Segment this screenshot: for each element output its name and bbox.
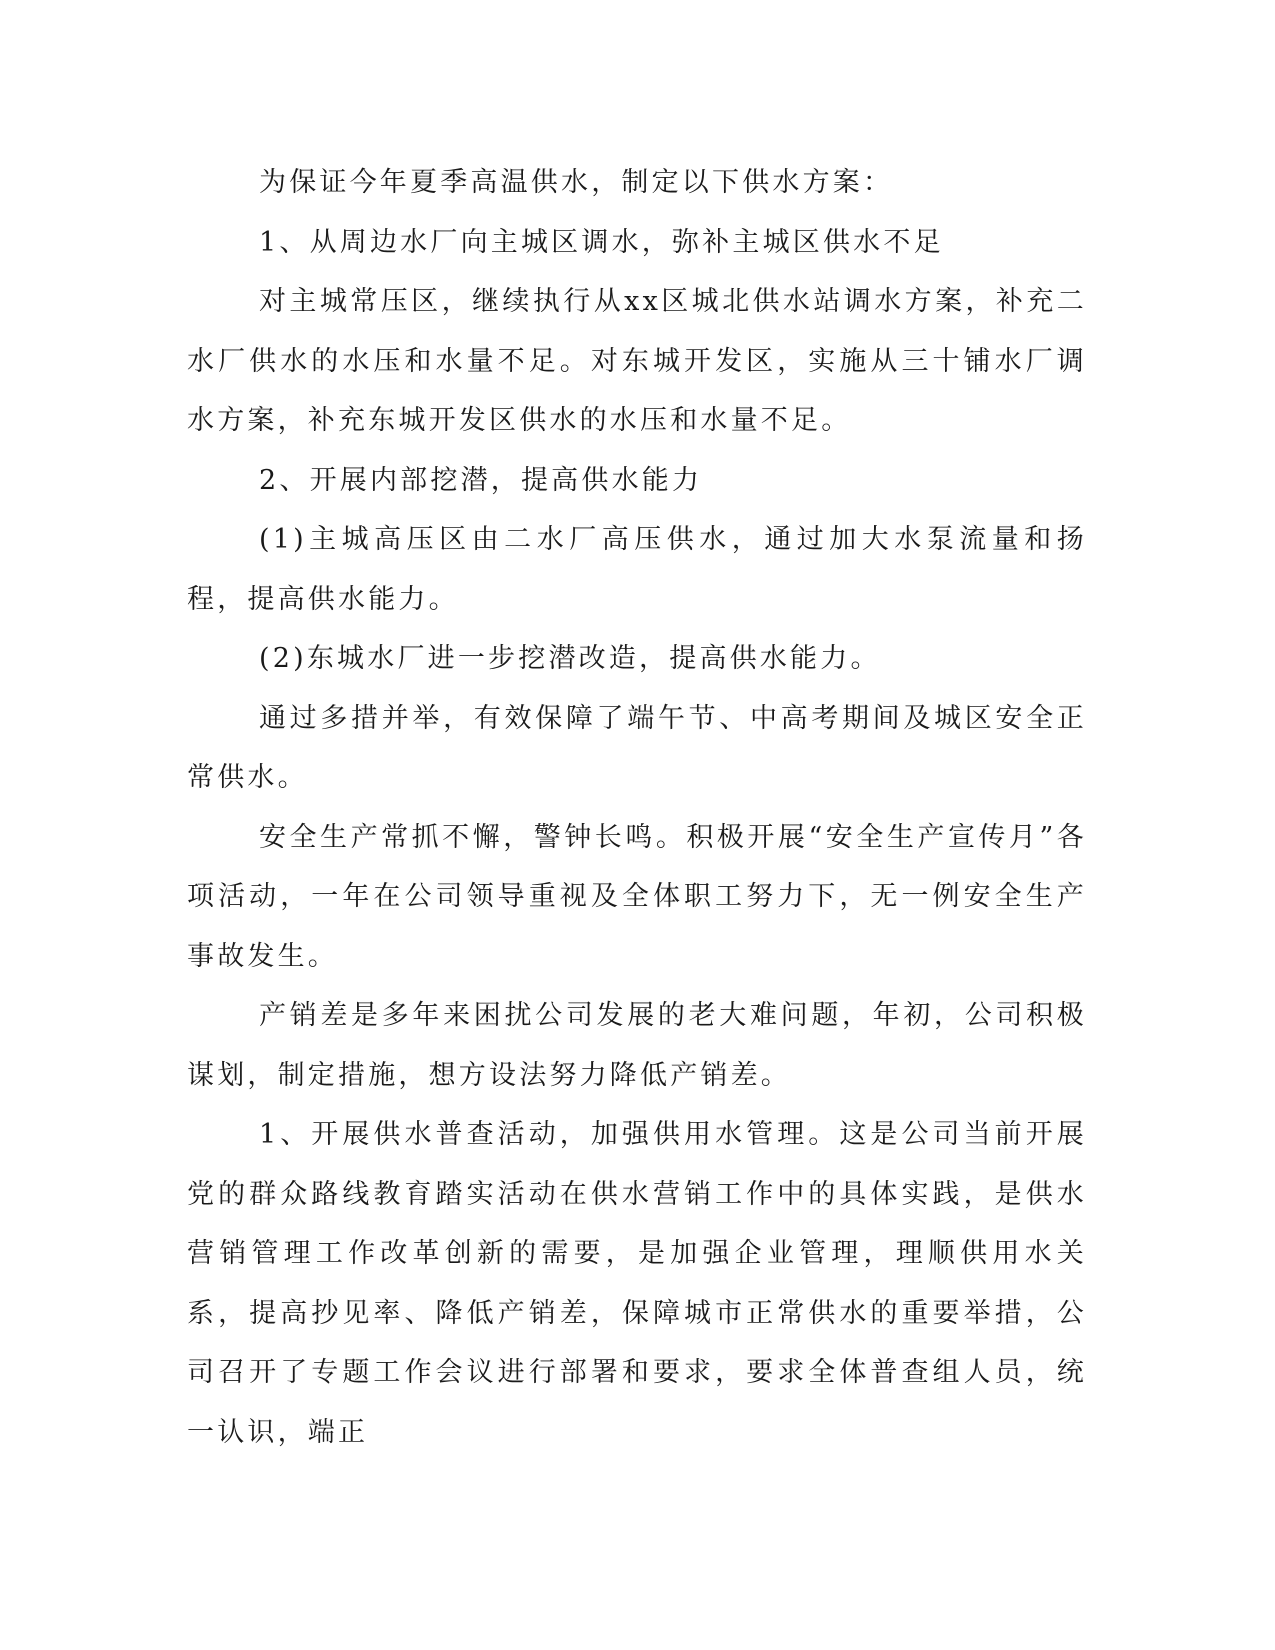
paragraph-summer-supply-plan: 为保证今年夏季高温供水，制定以下供水方案： [259, 167, 894, 198]
paragraph-supply-survey: 1、开展供水普查活动，加强供用水管理。这是公司当前开展党的群众路线教育踏实活动在供水营销工作中的具体实践，是供水营销管理工作改革创新的需要，是加强企业管理，理顺供用水关系，提高抄见率、降低产销差，保障城市正常供水的重要举措，公司召开了专题工作会议进行部署和要求，要求全体普查组人员，统一认识，端正 [187, 1119, 1087, 1448]
paragraph-east-city-plant: (2)东城水厂进一步挖潜改造，提高供水能力。 [259, 643, 881, 674]
paragraph-transfer-details: 对主城常压区，继续执行从xx区城北供水站调水方案，补充二水厂供水的水压和水量不足。对东城开发区，实施从三十铺水厂调水方案，补充东城开发区供水的水压和水量不足。 [187, 286, 1087, 436]
heading-internal-potential: 2、开展内部挖潜，提高供水能力 [259, 464, 703, 496]
paragraph-safety-production: 安全生产常抓不懈，警钟长鸣。积极开展“安全生产宣传月”各项活动，一年在公司领导重视及全体职工努力下，无一例安全生产事故发生。 [187, 821, 1087, 972]
document-body [187, 153, 1087, 1462]
heading-transfer-water: 1、从周边水厂向主城区调水，弥补主城区供水不足 [259, 226, 944, 258]
paragraph-non-revenue-water: 产销差是多年来困扰公司发展的老大难问题，年初，公司积极谋划，制定措施，想方设法努力降低产销差。 [187, 1000, 1087, 1091]
paragraph-supply-assured: 通过多措并举，有效保障了端午节、中高考期间及城区安全正常供水。 [187, 702, 1087, 793]
paragraph-high-pressure-zone: (1)主城高压区由二水厂高压供水，通过加大水泵流量和扬程，提高供水能力。 [187, 524, 1087, 615]
